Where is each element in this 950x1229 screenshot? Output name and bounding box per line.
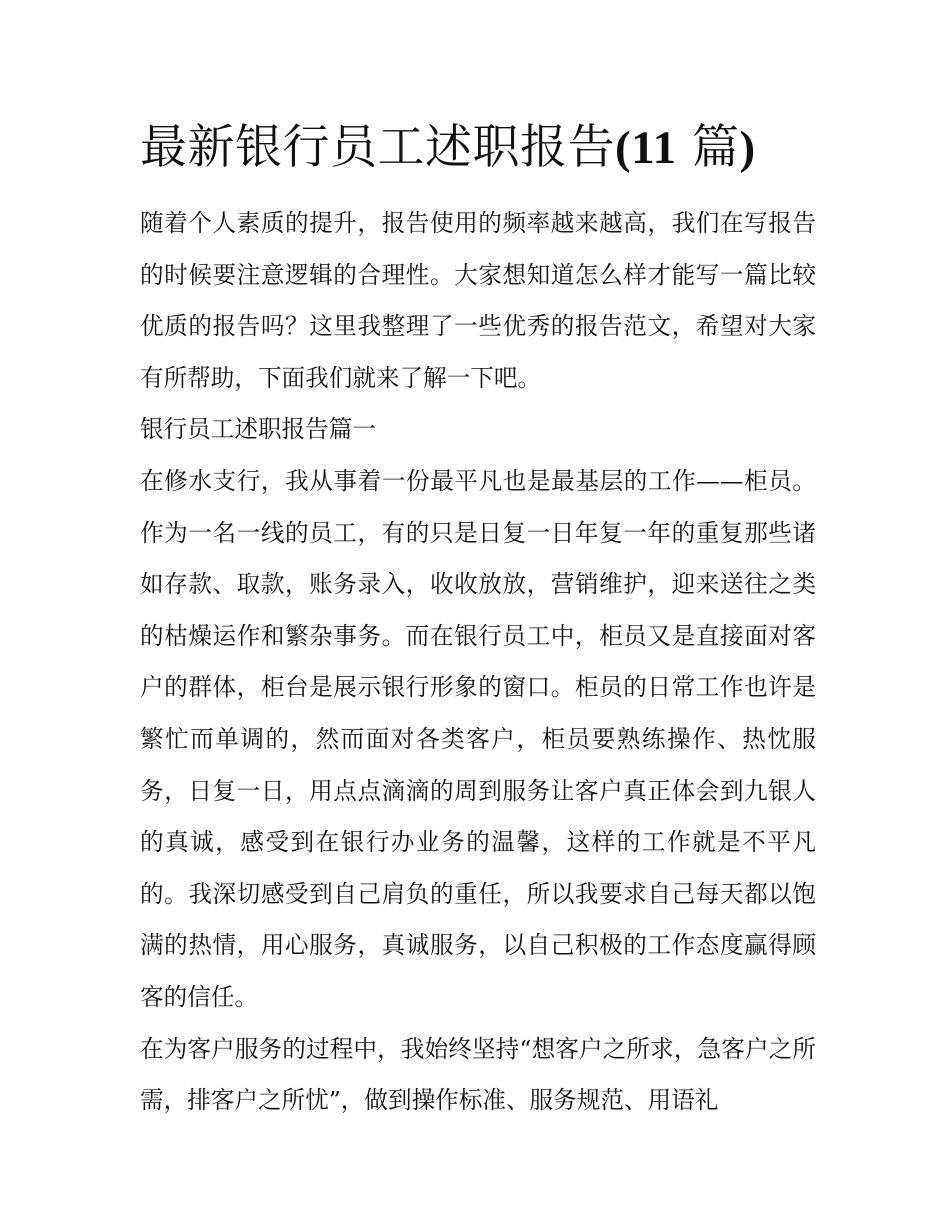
title-paren-open: ( <box>615 122 632 174</box>
section-heading: 银行员工述职报告篇一 <box>140 415 376 444</box>
document-title <box>140 118 840 178</box>
title-unit: 篇 <box>676 120 740 175</box>
body-paragraph: 在修水支行，我从事着一份最平凡也是最基层的工作——柜员。作为一名一线的员工，有的只是日复一日年复一年的重复那些诸如存款、取款，账务录入，收收放放，营销维护，迎来送往之类的枯燥运作和繁杂事务。而在银行员工中，柜员又是直接面对客户的群体，柜台是展示银行形象的窗口。柜员的日常工作也许是繁忙而单调的，然而面对各类客户，柜员要熟练操作、热忱服务，日复一日，用点点滴滴的周到服务让客户真正体会到九银人的真诚，感受到在银行办业务的温馨，这样的工作就是不平凡的。我深切感受到自己肩负的重任，所以我要求自己每天都以饱满的热情，用心服务，真诚服务，以自己积极的工作态度赢得顾客的信任。 <box>140 466 816 1011</box>
title-main: 最新银行员工述职报告 <box>140 120 615 175</box>
document-body <box>140 198 816 1127</box>
title-paren-close: ) <box>739 122 756 174</box>
intro-paragraph: 随着个人素质的提升，报告使用的频率越来越高，我们在写报告的时候要注意逻辑的合理性。大家想知道怎么样才能写一篇比较优质的报告吗？这里我整理了一些优秀的报告范文，希望对大家有所帮助，下面我们就来了解一下吧。 <box>140 209 816 392</box>
title-number: 11 <box>631 122 677 174</box>
body-paragraph: 在为客户服务的过程中，我始终坚持“想客户之所求，急客户之所需，排客户之所忧”，做到操作标准、服务规范、用语礼 <box>140 1034 816 1115</box>
